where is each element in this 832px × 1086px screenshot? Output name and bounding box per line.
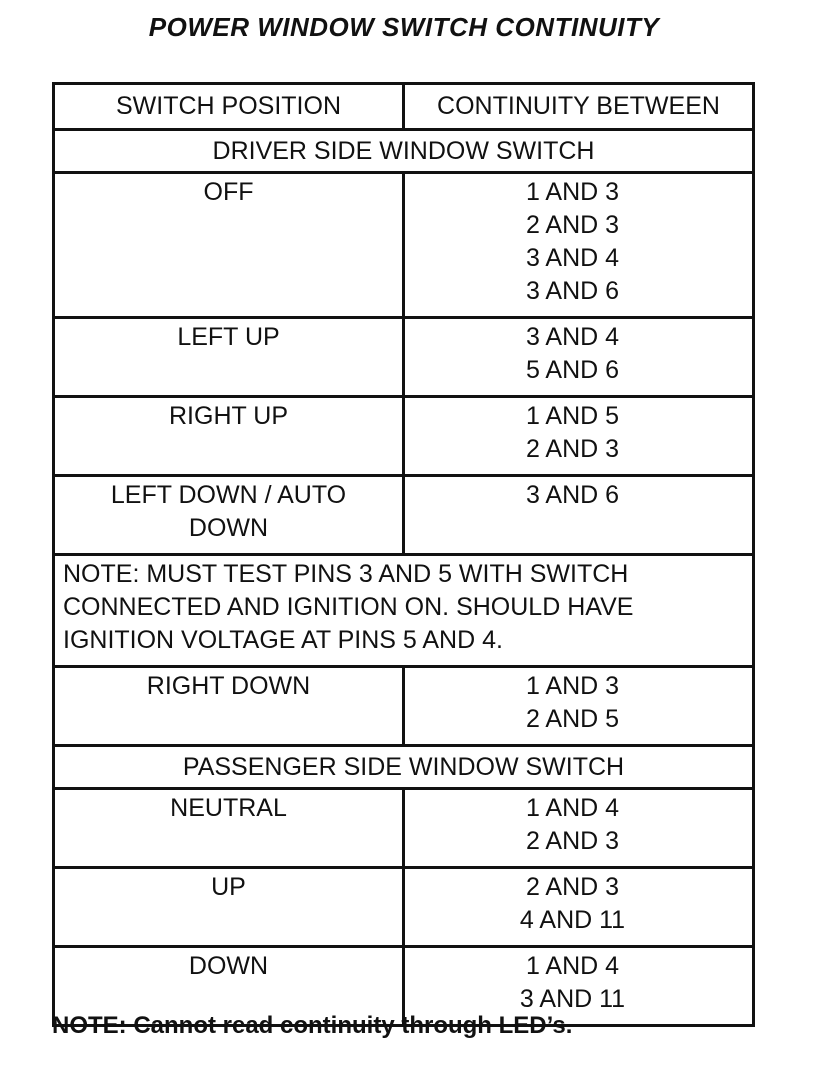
section-row-driver [54, 130, 754, 173]
table-row [54, 789, 754, 868]
switch-position-cell: LEFT DOWN / AUTO DOWN [54, 476, 404, 555]
continuity-pair: 1 AND 3 [525, 672, 620, 700]
switch-position-cell: OFF [54, 173, 404, 318]
continuity-cell [404, 667, 754, 746]
page-title: POWER WINDOW SWITCH CONTINUITY [148, 12, 660, 42]
continuity-pair: 2 AND 3 [525, 873, 620, 901]
continuity-pair: 1 AND 4 [525, 794, 620, 822]
continuity-pair: 3 AND 6 [525, 277, 620, 305]
section-title-driver: DRIVER SIDE WINDOW SWITCH [54, 130, 754, 173]
footer-note: NOTE: Cannot read continuity through LED’s. [52, 1012, 573, 1039]
continuity-pair: 3 AND 4 [525, 244, 620, 272]
table-row [54, 476, 754, 555]
continuity-pair: 3 AND 11 [519, 985, 626, 1013]
continuity-cell [404, 789, 754, 868]
continuity-pair: 2 AND 3 [525, 435, 620, 463]
continuity-table [52, 82, 755, 1027]
switch-position-cell: DOWN [54, 947, 404, 1026]
continuity-cell [404, 868, 754, 947]
note-row [54, 555, 754, 667]
header-switch-position: SWITCH POSITION [54, 84, 404, 130]
switch-position-cell: NEUTRAL [54, 789, 404, 868]
continuity-pair: 2 AND 3 [525, 827, 620, 855]
table-row [54, 318, 754, 397]
continuity-table-container [52, 82, 752, 1027]
continuity-cell [404, 318, 754, 397]
continuity-pair: 2 AND 5 [525, 705, 620, 733]
table-row [54, 667, 754, 746]
switch-position-cell: LEFT UP [54, 318, 404, 397]
continuity-cell [404, 173, 754, 318]
table-header-row [54, 84, 754, 130]
continuity-cell [404, 397, 754, 476]
continuity-pair: 4 AND 11 [519, 906, 626, 934]
continuity-pair: 1 AND 3 [525, 178, 620, 206]
section-title-passenger: PASSENGER SIDE WINDOW SWITCH [54, 746, 754, 789]
continuity-pair: 5 AND 6 [525, 356, 620, 384]
switch-position-cell: RIGHT DOWN [54, 667, 404, 746]
continuity-pair: 2 AND 3 [525, 211, 620, 239]
continuity-pair: 1 AND 5 [525, 402, 620, 430]
section-row-passenger [54, 746, 754, 789]
continuity-pair: 1 AND 4 [525, 952, 620, 980]
table-row [54, 397, 754, 476]
switch-position-cell: RIGHT UP [54, 397, 404, 476]
table-row [54, 868, 754, 947]
table-note: NOTE: MUST TEST PINS 3 AND 5 WITH SWITCH CONNECTED AND IGNITION ON. SHOULD HAVE IGNITION VOLTAGE AT PINS 5 AND 4. [54, 555, 754, 667]
continuity-cell [404, 476, 754, 555]
continuity-pair: 3 AND 4 [525, 323, 620, 351]
header-continuity-between: CONTINUITY BETWEEN [404, 84, 754, 130]
continuity-pair: 3 AND 6 [525, 481, 620, 509]
switch-position-cell: UP [54, 868, 404, 947]
table-row [54, 173, 754, 318]
